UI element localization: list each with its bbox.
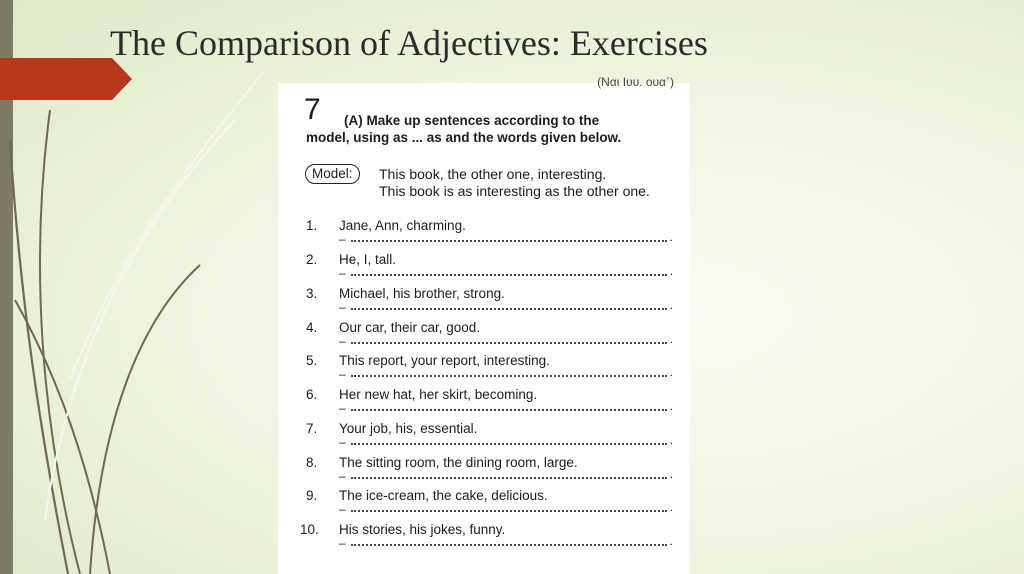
answer-blank: – . <box>339 264 673 280</box>
item-number: 8. <box>306 455 318 470</box>
item-prompt: He, I, tall. <box>339 252 397 267</box>
item-number: 10. <box>300 522 319 537</box>
item-number: 7. <box>306 421 318 436</box>
answer-blank: – . <box>339 399 673 415</box>
item-prompt: Your job, his, essential. <box>339 421 478 436</box>
instruction-line-1: Make up sentences according to the <box>366 113 600 128</box>
item-number: 6. <box>306 387 318 402</box>
item-number: 2. <box>306 252 318 267</box>
answer-blank: – . <box>339 365 673 381</box>
worksheet-image <box>278 75 690 574</box>
item-prompt: This report, your report, interesting. <box>339 353 550 368</box>
item-number: 1. <box>306 218 318 233</box>
answer-blank: – . <box>339 467 673 483</box>
answer-blank: – . <box>339 298 673 314</box>
previous-exercise-fragment: (Ναι Ιυυ. ουα΄) <box>597 75 674 89</box>
model-prompt: This book, the other one, interesting. <box>379 166 607 182</box>
item-number: 5. <box>306 353 318 368</box>
answer-blank: – . <box>339 230 673 246</box>
answer-blank: – . <box>339 500 673 516</box>
slide-title: The Comparison of Adjectives: Exercises <box>110 23 708 63</box>
item-prompt: Jane, Ann, charming. <box>339 218 466 233</box>
item-prompt: Our car, their car, good. <box>339 320 481 335</box>
model-answer: This book is as interesting as the other one. <box>379 183 650 199</box>
title-accent-tab <box>0 58 132 100</box>
answer-blank: – . <box>339 534 673 550</box>
exercise-number: 7 <box>304 93 321 126</box>
item-prompt: Her new hat, her skirt, becoming. <box>339 387 538 402</box>
item-number: 9. <box>306 488 318 503</box>
exercise-instruction <box>306 112 676 146</box>
instruction-line-2: model, using as ... as and the words given below. <box>306 130 622 145</box>
item-prompt: Michael, his brother, strong. <box>339 286 505 301</box>
item-number: 4. <box>306 320 318 335</box>
model-label: Model: <box>305 164 360 184</box>
item-number: 3. <box>306 286 318 301</box>
exercise-part-label: (A) <box>344 113 363 128</box>
answer-blank: – . <box>339 332 673 348</box>
answer-blank: – . <box>339 433 673 449</box>
item-prompt: The ice-cream, the cake, delicious. <box>339 488 548 503</box>
item-prompt: The sitting room, the dining room, large. <box>339 455 578 470</box>
item-prompt: His stories, his jokes, funny. <box>339 522 506 537</box>
